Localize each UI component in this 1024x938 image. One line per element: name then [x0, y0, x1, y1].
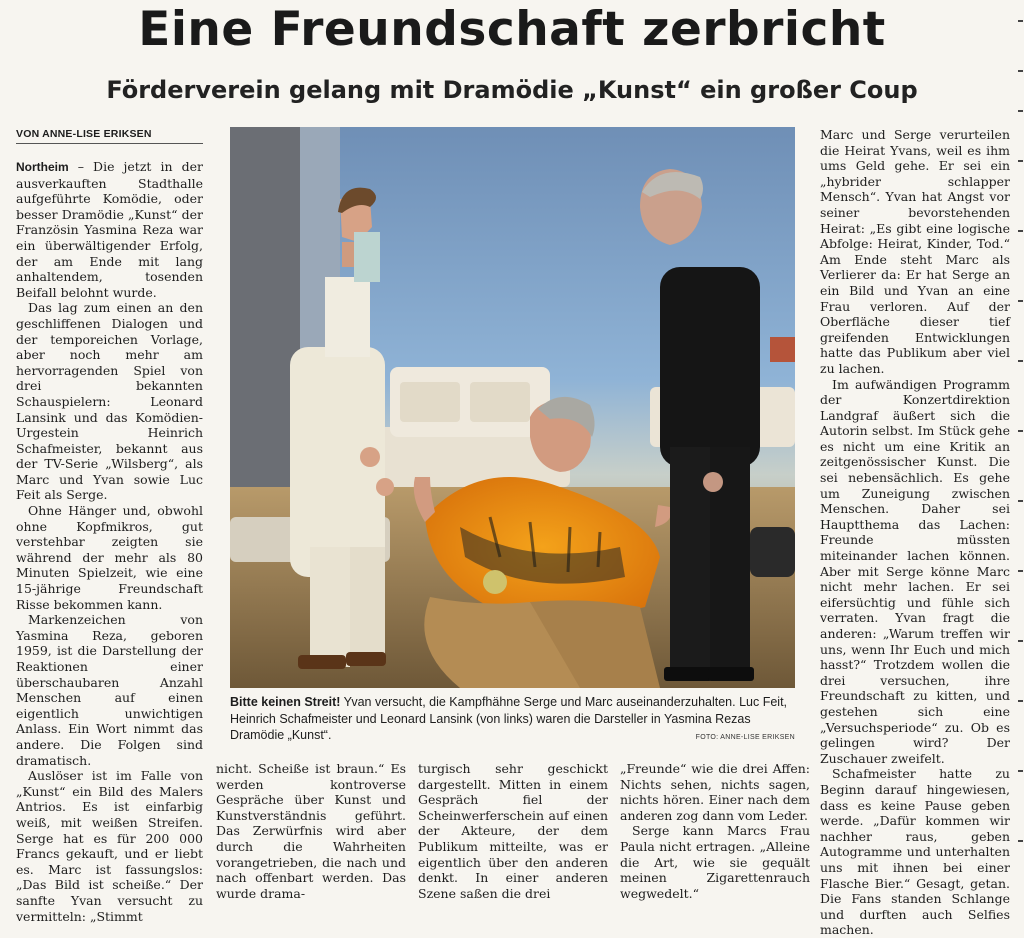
paragraph: Ohne Hänger und, obwohl ohne Kopfmikros, gut verstehbar zeigten sie während der mehr als 80 Minuten Spielzeit, wie eine 15-jährige Freundschaft Risse bekommen kann.: [16, 503, 203, 612]
paragraph: „Freunde“ wie die drei Affen: Nichts sehen, nichts sagen, nichts hören. Einer nach dem anderen zog dann vom Leder.: [620, 761, 810, 823]
paragraph: Serge kann Marcs Frau Paula nicht ertragen. „Alleine die Art, wie sie gequält meinen Zigarettenrauch wegwedelt.“: [620, 823, 810, 901]
paragraph: turgisch sehr geschickt dargestellt. Mitten in einem Gespräch fiel der Scheinwerferschein auf einen der Akteure, der dem Publikum mitteilte, was er eigentlich über den anderen denkt. In einer anderen Szene saßen die drei: [418, 761, 608, 901]
stage-photo-image: [230, 127, 795, 688]
article-column-1: [16, 159, 203, 924]
headline: Eine Freundschaft zerbricht: [138, 2, 886, 57]
dateline: Northeim: [16, 160, 69, 174]
byline: VON ANNE-LISE ERIKSEN: [16, 128, 203, 144]
paragraph: Auslöser ist im Falle von „Kunst“ ein Bild des Malers Antrios. Es ist einfarbig weiß, mit weißen Streifen. Serge hat es für 200 000 Francs gekauft, und er liebt es. Marc ist fassungslos: „Das Bild ist scheiße.“ Der sanfte Yvan versucht zu vermitteln: „Stimmt: [16, 768, 203, 924]
paragraph-text: – Die jetzt in der ausverkauften Stadthalle aufgeführte Komödie, oder besser Dramödie „Kunst“ der Französin Yasmina Reza war ein überwältigender Erfolg, der am Ende mit lang anhaltendem, tosenden Beifall belohnt wurde.: [16, 159, 203, 300]
photo-credit: FOTO: ANNE-LISE ERIKSEN: [695, 734, 795, 741]
article-column-4: [620, 761, 810, 901]
paragraph: Im aufwändigen Programm der Konzertdirektion Landgraf äußert sich die Autorin selbst. Im Stück gehe es nicht um eine Kritik an zeitgenössischer Kunst. Die sei nebensächlich. Es gehe um Zuneigung zwischen Menschen. Daher sei Hauptthema das Lachen: Freunde müssten miteinander lachen können. Aber mit Serge könne Marc nicht mehr lachen. Er sei eifersüchtig und fühle sich verraten. Yvan fragt die anderen: „Warum treffen wir uns, wenn Ihr Euch und mich hasst?“ Trotzdem wollen die drei versuchen, ihre Freundschaft zu kitten, und gestehen sich eine „Versuchsperiode“ zu. Ob es gelingen wird? Der Zuschauer zweifelt.: [820, 376, 1010, 766]
paragraph: Schafmeister hatte zu Beginn darauf hingewiesen, dass es keine Pause geben werde. „Dafür kommen wir nachher raus, geben Autogramme und unterhalten uns mit ihnen bei einer Flasche Bier.“ Gesagt, getan. Die Fans standen Schlange und durften auch Selfies machen.: [820, 766, 1010, 938]
lead-paragraph: [16, 159, 203, 300]
article-column-5: [820, 127, 1010, 938]
paragraph: Marc und Serge verurteilen die Heirat Yvans, weil es ihm ums Geld gehe. Er sei ein „hybrider schlapper Mensch“. Yvan hat Angst vor seiner bevorstehenden Heirat: „Es gibt eine logische Abfolge: Heirat, Kinder, Tod.“ Am Ende steht Marc als Verlierer da: Er hat Serge an ein Bild und Yvan an eine Frau verloren. Auf der Oberfläche dieser tief greifenden Entwicklungen hatte das Publikum aber viel zu lachen.: [820, 127, 1010, 376]
article-column-2: [216, 761, 406, 901]
paragraph: nicht. Scheiße ist braun.“ Es werden kontroverse Gespräche über Kunst und Kunstverständnis geführt. Das Zerwürfnis wird aber durch die Wahrheiten vorangetrieben, die nach und nach offenbart werden. Das wurde drama-: [216, 761, 406, 901]
caption-text: Yvan versucht, die Kampfhähne Serge und Marc auseinanderzuhalten. Luc Feit, Heinrich Schafmeister und Leonard Lansink (von links) waren die Darsteller in Yasmina Rezas Dramödie „Kunst“.: [230, 695, 788, 742]
stage-photo: [230, 127, 795, 688]
subheadline: Förderverein gelang mit Dramödie „Kunst“ ein großer Coup: [106, 76, 918, 104]
paragraph: Das lag zum einen an den geschliffenen Dialogen und der temporeichen Vorlage, aber noch mehr am hervorragenden Spiel von drei bekannten Schauspielern: Leonard Lansink und das Komödien-Urgestein Heinrich Schafmeister, bekannt aus der TV-Serie „Wilsberg“, als Marc und Yvan sowie Luc Feit als Serge.: [16, 300, 203, 503]
adjacent-column-edge: [1016, 0, 1024, 911]
article-column-3: [418, 761, 608, 901]
paragraph: Markenzeichen von Yasmina Reza, geboren 1959, ist die Darstellung der Reaktionen einer überschaubaren Anzahl Menschen auf einen eigentlich unwichtigen Anlass. Ein Wort nimmt das andere. Die Folgen sind dramatisch.: [16, 612, 203, 768]
caption-lead: Bitte keinen Streit!: [230, 695, 341, 709]
